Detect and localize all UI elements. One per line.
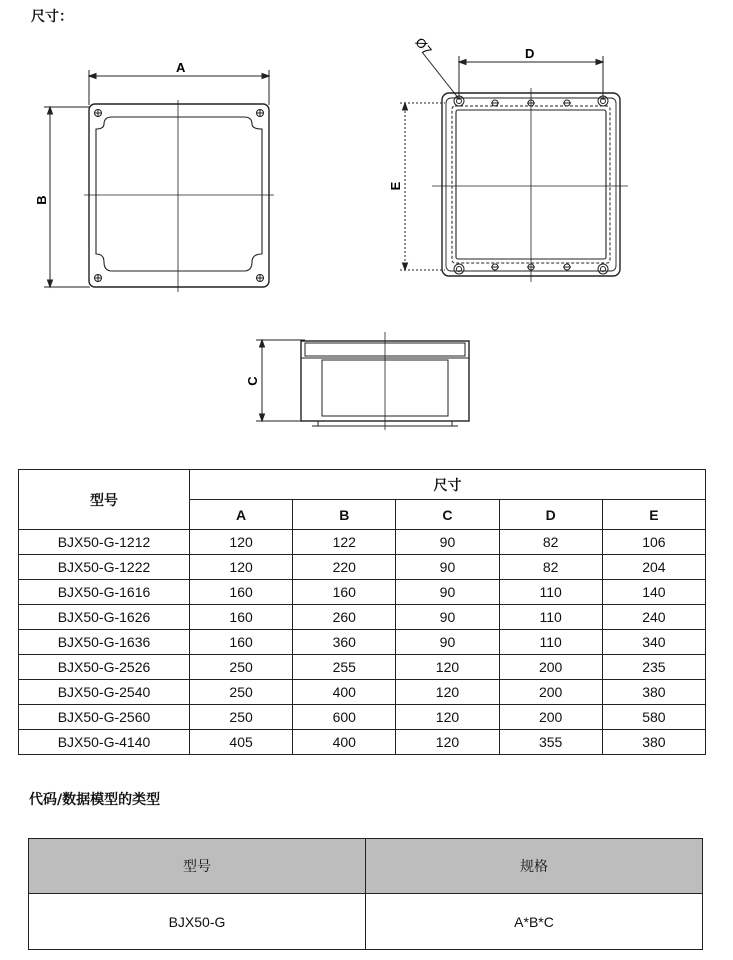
label-b: B — [34, 195, 49, 205]
model-header: 型号 — [19, 470, 190, 530]
code-table-row — [29, 894, 703, 950]
top-view-drawing — [44, 70, 274, 292]
cell-d: 110 — [499, 605, 602, 630]
cell-b: 255 — [293, 655, 396, 680]
table-row — [19, 730, 706, 755]
cell-d: 82 — [499, 555, 602, 580]
cell-model: BJX50-G-1212 — [19, 530, 190, 555]
code-model-header: 型号 — [29, 839, 366, 894]
cell-b: 400 — [293, 730, 396, 755]
label-e: E — [388, 181, 403, 191]
code-table-header-row — [29, 839, 703, 894]
cell-model: BJX50-G-2560 — [19, 705, 190, 730]
label-a: A — [176, 60, 186, 75]
cell-c: 90 — [396, 555, 499, 580]
cell-b: 220 — [293, 555, 396, 580]
cell-e: 235 — [602, 655, 705, 680]
cell-e: 380 — [602, 680, 705, 705]
cell-c: 120 — [396, 680, 499, 705]
code-spec-cell: A*B*C — [366, 894, 703, 950]
cell-e: 380 — [602, 730, 705, 755]
cell-d: 200 — [499, 705, 602, 730]
cell-a: 405 — [190, 730, 293, 755]
table-row — [19, 580, 706, 605]
column-header-c: C — [396, 500, 499, 530]
code-model-cell: BJX50-G — [29, 894, 366, 950]
dimension-table — [18, 469, 706, 755]
column-header-e: E — [602, 500, 705, 530]
size-header: 尺寸 — [190, 470, 706, 500]
cell-c: 90 — [396, 530, 499, 555]
column-header-b: B — [293, 500, 396, 530]
label-hole-diameter: Ø7 — [412, 34, 435, 58]
cell-b: 160 — [293, 580, 396, 605]
table-row — [19, 605, 706, 630]
cell-c: 120 — [396, 705, 499, 730]
cell-c: 120 — [396, 655, 499, 680]
cell-b: 360 — [293, 630, 396, 655]
cell-d: 355 — [499, 730, 602, 755]
table-header-row — [19, 470, 706, 500]
cell-a: 160 — [190, 630, 293, 655]
table-row — [19, 630, 706, 655]
cell-e: 240 — [602, 605, 705, 630]
cell-e: 340 — [602, 630, 705, 655]
cell-d: 200 — [499, 680, 602, 705]
cell-d: 82 — [499, 530, 602, 555]
cell-model: BJX50-G-4140 — [19, 730, 190, 755]
code-spec-header: 规格 — [366, 839, 703, 894]
cell-b: 260 — [293, 605, 396, 630]
cell-c: 90 — [396, 580, 499, 605]
cell-e: 106 — [602, 530, 705, 555]
table-row — [19, 680, 706, 705]
cell-e: 580 — [602, 705, 705, 730]
cell-a: 160 — [190, 580, 293, 605]
dimensions-heading: 尺寸： — [31, 9, 73, 25]
cell-e: 204 — [602, 555, 705, 580]
cell-model: BJX50-G-1222 — [19, 555, 190, 580]
cell-a: 250 — [190, 655, 293, 680]
cell-model: BJX50-G-2540 — [19, 680, 190, 705]
cell-c: 120 — [396, 730, 499, 755]
cell-a: 120 — [190, 555, 293, 580]
cell-a: 250 — [190, 705, 293, 730]
side-view-drawing — [256, 332, 469, 430]
cell-d: 110 — [499, 580, 602, 605]
label-d: D — [525, 46, 535, 61]
cell-model: BJX50-G-2526 — [19, 655, 190, 680]
cell-c: 90 — [396, 605, 499, 630]
cell-d: 110 — [499, 630, 602, 655]
technical-drawings — [0, 0, 733, 460]
column-header-d: D — [499, 500, 602, 530]
label-c: C — [245, 376, 260, 386]
cell-b: 122 — [293, 530, 396, 555]
code-table — [28, 838, 703, 950]
column-header-a: A — [190, 500, 293, 530]
cell-b: 600 — [293, 705, 396, 730]
table-row — [19, 655, 706, 680]
table-row — [19, 555, 706, 580]
cell-e: 140 — [602, 580, 705, 605]
code-heading: 代码/数据模型的类型 — [29, 792, 161, 808]
cell-model: BJX50-G-1626 — [19, 605, 190, 630]
cell-a: 160 — [190, 605, 293, 630]
table-row — [19, 705, 706, 730]
cell-c: 90 — [396, 630, 499, 655]
cell-model: BJX50-G-1616 — [19, 580, 190, 605]
cell-model: BJX50-G-1636 — [19, 630, 190, 655]
cell-a: 120 — [190, 530, 293, 555]
table-row — [19, 530, 706, 555]
base-view-drawing — [400, 52, 628, 282]
cell-a: 250 — [190, 680, 293, 705]
cell-d: 200 — [499, 655, 602, 680]
cell-b: 400 — [293, 680, 396, 705]
